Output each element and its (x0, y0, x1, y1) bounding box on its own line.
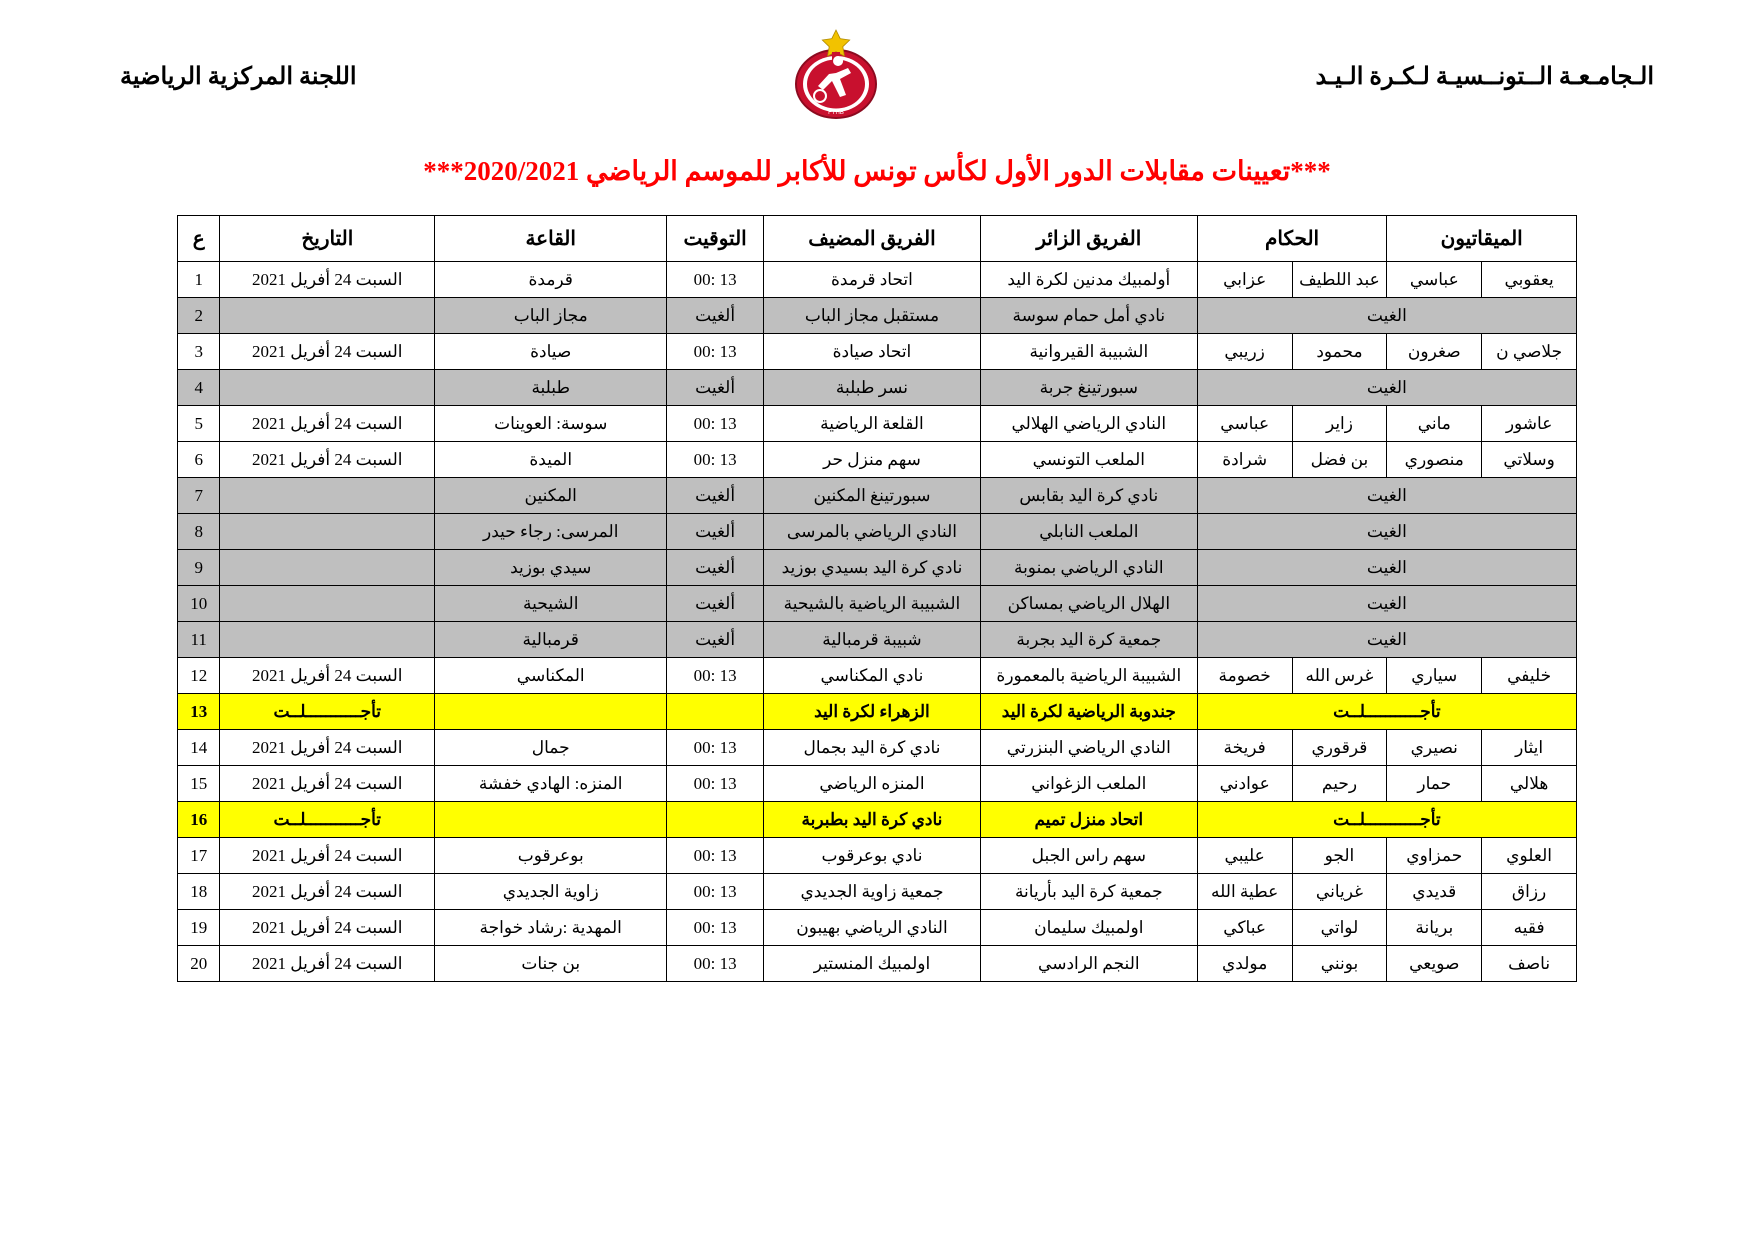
cell-hall: طبلبة (435, 370, 667, 406)
cell-host-team: نسر طبلبة (764, 370, 981, 406)
cell-hall: زاوية الجديدي (435, 874, 667, 910)
cell-host-team: اتحاد قرمدة (764, 262, 981, 298)
table-row (178, 874, 1577, 910)
cell-date (220, 478, 435, 514)
table-row (178, 910, 1577, 946)
cell-referee-2: غرس الله (1292, 658, 1387, 694)
cell-number: 2 (178, 298, 220, 334)
cell-host-team: اولمبيك المنستير (764, 946, 981, 982)
cell-date: السبت 24 أفريل 2021 (220, 730, 435, 766)
cell-referee-2: بن فضل (1292, 442, 1387, 478)
cell-timer-2: جلاصي ن (1482, 334, 1577, 370)
cell-referee-1: شرادة (1197, 442, 1292, 478)
schedule-table (177, 215, 1577, 982)
column-header-hall: القاعة (435, 216, 667, 262)
cell-timer-2: ايثار (1482, 730, 1577, 766)
cell-officials-status: الغيت (1197, 298, 1576, 334)
cell-host-team: نادي بوعرقوب (764, 838, 981, 874)
cell-guest-team: الملعب النابلي (980, 514, 1197, 550)
cell-referee-1: عليبي (1197, 838, 1292, 874)
cell-hall: الميدة (435, 442, 667, 478)
cell-time: 13 :00 (667, 874, 764, 910)
cell-time: 13 :00 (667, 658, 764, 694)
cell-officials-status: الغيت (1197, 478, 1576, 514)
cell-timer-2: هلالي (1482, 766, 1577, 802)
cell-referee-2: قرقوري (1292, 730, 1387, 766)
cell-timer-1: حمار (1387, 766, 1482, 802)
cell-officials-status: تأجـــــــــــلــت (1197, 802, 1576, 838)
cell-number: 1 (178, 262, 220, 298)
cell-timer-1: صغرون (1387, 334, 1482, 370)
cell-timer-2: خليفي (1482, 658, 1577, 694)
cell-time: 13 :00 (667, 766, 764, 802)
table-row (178, 550, 1577, 586)
cell-guest-team: جمعية كرة اليد بأريانة (980, 874, 1197, 910)
cell-referee-2: زاير (1292, 406, 1387, 442)
cell-time: ألغيت (667, 550, 764, 586)
cell-referee-1: عزابي (1197, 262, 1292, 298)
cell-number: 13 (178, 694, 220, 730)
cell-officials-status: الغيت (1197, 586, 1576, 622)
cell-referee-1: عباسي (1197, 406, 1292, 442)
cell-host-team: نادي كرة اليد بسيدي بوزيد (764, 550, 981, 586)
cell-date: السبت 24 أفريل 2021 (220, 838, 435, 874)
cell-hall: المهدية :رشاد خواجة (435, 910, 667, 946)
cell-date (220, 298, 435, 334)
cell-guest-team: جندوبة الرياضية لكرة اليد (980, 694, 1197, 730)
cell-time: 13 :00 (667, 334, 764, 370)
svg-text:FTHB: FTHB (828, 110, 844, 116)
cell-time: 13 :00 (667, 946, 764, 982)
column-header-referees: الحكام (1197, 216, 1387, 262)
committee-name: اللجنة المركزية الرياضية (120, 63, 357, 90)
cell-date (220, 550, 435, 586)
cell-timer-2: رزاق (1482, 874, 1577, 910)
cell-referee-2: الجو (1292, 838, 1387, 874)
cell-number: 20 (178, 946, 220, 982)
table-row (178, 442, 1577, 478)
cell-timer-1: ماني (1387, 406, 1482, 442)
cell-time: 13 :00 (667, 910, 764, 946)
cell-hall: سوسة: العوينات (435, 406, 667, 442)
cell-host-team: سهم منزل حر (764, 442, 981, 478)
cell-hall: جمال (435, 730, 667, 766)
cell-timer-2: عاشور (1482, 406, 1577, 442)
cell-number: 12 (178, 658, 220, 694)
cell-hall: المرسى: رجاء حيدر (435, 514, 667, 550)
cell-date: السبت 24 أفريل 2021 (220, 334, 435, 370)
cell-host-team: نادي كرة اليد بجمال (764, 730, 981, 766)
table-row (178, 406, 1577, 442)
cell-number: 18 (178, 874, 220, 910)
table-row (178, 838, 1577, 874)
cell-number: 6 (178, 442, 220, 478)
column-header-number: ع (178, 216, 220, 262)
cell-referee-1: مولدي (1197, 946, 1292, 982)
table-row (178, 370, 1577, 406)
cell-referee-1: زريبي (1197, 334, 1292, 370)
cell-number: 10 (178, 586, 220, 622)
table-row (178, 586, 1577, 622)
cell-number: 7 (178, 478, 220, 514)
cell-host-team: نادي المكناسي (764, 658, 981, 694)
cell-host-team: الزهراء لكرة اليد (764, 694, 981, 730)
cell-number: 15 (178, 766, 220, 802)
column-header-date: التاريخ (220, 216, 435, 262)
cell-timer-1: نصيري (1387, 730, 1482, 766)
cell-timer-1: سياري (1387, 658, 1482, 694)
cell-hall (435, 694, 667, 730)
cell-guest-team: اولمبيك سليمان (980, 910, 1197, 946)
cell-timer-2: فقيه (1482, 910, 1577, 946)
cell-hall: بوعرقوب (435, 838, 667, 874)
cell-date: السبت 24 أفريل 2021 (220, 766, 435, 802)
cell-officials-status: الغيت (1197, 514, 1576, 550)
cell-host-team: نادي كرة اليد بطبربة (764, 802, 981, 838)
cell-guest-team: الملعب التونسي (980, 442, 1197, 478)
cell-referee-2: بونني (1292, 946, 1387, 982)
cell-time: 13 :00 (667, 442, 764, 478)
table-row (178, 766, 1577, 802)
cell-referee-2: لواتي (1292, 910, 1387, 946)
cell-time: ألغيت (667, 370, 764, 406)
cell-date-status: تأجـــــــــــلــت (220, 802, 435, 838)
cell-date (220, 586, 435, 622)
cell-date (220, 370, 435, 406)
table-row (178, 802, 1577, 838)
cell-hall: صيادة (435, 334, 667, 370)
cell-timer-2: يعقوبي (1482, 262, 1577, 298)
cell-host-team: النادي الرياضي بالمرسى (764, 514, 981, 550)
cell-guest-team: جمعية كرة اليد بجربة (980, 622, 1197, 658)
cell-time: 13 :00 (667, 262, 764, 298)
cell-host-team: شبيبة قرمبالية (764, 622, 981, 658)
table-row (178, 730, 1577, 766)
cell-officials-status: الغيت (1197, 550, 1576, 586)
cell-officials-status: الغيت (1197, 370, 1576, 406)
table-row (178, 514, 1577, 550)
cell-hall: الشيحية (435, 586, 667, 622)
cell-date-status: تأجـــــــــــلــت (220, 694, 435, 730)
cell-referee-2: عبد اللطيف (1292, 262, 1387, 298)
column-header-timers: الميقاتيون (1387, 216, 1577, 262)
column-header-host-team: الفريق المضيف (764, 216, 981, 262)
cell-date: السبت 24 أفريل 2021 (220, 946, 435, 982)
table-row (178, 478, 1577, 514)
table-row (178, 298, 1577, 334)
cell-time (667, 802, 764, 838)
cell-host-team: اتحاد صيادة (764, 334, 981, 370)
cell-timer-2: ناصف (1482, 946, 1577, 982)
cell-hall: المكناسي (435, 658, 667, 694)
column-header-guest-team: الفريق الزائر (980, 216, 1197, 262)
document-header (0, 0, 1754, 130)
cell-time (667, 694, 764, 730)
table-row (178, 262, 1577, 298)
table-row (178, 334, 1577, 370)
cell-referee-1: عباكي (1197, 910, 1292, 946)
cell-date (220, 514, 435, 550)
tunisian-handball-federation-logo (786, 26, 886, 126)
column-header-time: التوقيت (667, 216, 764, 262)
cell-guest-team: الملعب الزغواني (980, 766, 1197, 802)
cell-guest-team: نادي أمل حمام سوسة (980, 298, 1197, 334)
cell-guest-team: النجم الرادسي (980, 946, 1197, 982)
cell-timer-2: العلوي (1482, 838, 1577, 874)
cell-hall: بن جنات (435, 946, 667, 982)
cell-number: 14 (178, 730, 220, 766)
cell-hall: قرمدة (435, 262, 667, 298)
cell-referee-1: خصومة (1197, 658, 1292, 694)
table-header-row (178, 216, 1577, 262)
cell-referee-1: فريخة (1197, 730, 1292, 766)
cell-time: ألغيت (667, 514, 764, 550)
cell-time: ألغيت (667, 586, 764, 622)
cell-host-team: جمعية زاوية الجديدي (764, 874, 981, 910)
cell-number: 17 (178, 838, 220, 874)
cell-time: 13 :00 (667, 730, 764, 766)
cell-guest-team: سبورتينغ جربة (980, 370, 1197, 406)
table-row (178, 622, 1577, 658)
table-row (178, 694, 1577, 730)
cell-officials-status: تأجـــــــــــلــت (1197, 694, 1576, 730)
cell-guest-team: الهلال الرياضي بمساكن (980, 586, 1197, 622)
schedule-table-container (177, 215, 1577, 982)
cell-date: السبت 24 أفريل 2021 (220, 658, 435, 694)
cell-hall: قرمبالية (435, 622, 667, 658)
cell-guest-team: نادي كرة اليد بقابس (980, 478, 1197, 514)
cell-timer-1: حمزاوي (1387, 838, 1482, 874)
cell-number: 4 (178, 370, 220, 406)
cell-host-team: القلعة الرياضية (764, 406, 981, 442)
cell-number: 16 (178, 802, 220, 838)
cell-date: السبت 24 أفريل 2021 (220, 406, 435, 442)
cell-host-team: المنزه الرياضي (764, 766, 981, 802)
cell-timer-2: وسلاتي (1482, 442, 1577, 478)
cell-referee-1: عوادني (1197, 766, 1292, 802)
cell-referee-2: غرياني (1292, 874, 1387, 910)
cell-hall: المكنين (435, 478, 667, 514)
cell-time: ألغيت (667, 298, 764, 334)
cell-time: 13 :00 (667, 838, 764, 874)
cell-timer-1: صويعي (1387, 946, 1482, 982)
table-row (178, 658, 1577, 694)
cell-host-team: الشبيبة الرياضية بالشيحية (764, 586, 981, 622)
cell-time: 13 :00 (667, 406, 764, 442)
cell-timer-1: منصوري (1387, 442, 1482, 478)
cell-timer-1: عباسي (1387, 262, 1482, 298)
cell-hall: المنزه: الهادي خفشة (435, 766, 667, 802)
cell-hall: مجاز الباب (435, 298, 667, 334)
cell-date: السبت 24 أفريل 2021 (220, 262, 435, 298)
cell-host-team: سبورتينغ المكنين (764, 478, 981, 514)
cell-number: 8 (178, 514, 220, 550)
schedule-table-body (178, 262, 1577, 982)
cell-host-team: النادي الرياضي بهيبون (764, 910, 981, 946)
cell-date: السبت 24 أفريل 2021 (220, 442, 435, 478)
cell-timer-1: بريانة (1387, 910, 1482, 946)
federation-name: الـجامـعـة الــتونــسيـة لـكـرة الـيـد (1315, 63, 1654, 90)
cell-guest-team: اتحاد منزل تميم (980, 802, 1197, 838)
cell-officials-status: الغيت (1197, 622, 1576, 658)
cell-guest-team: النادي الرياضي بمنوبة (980, 550, 1197, 586)
cell-number: 9 (178, 550, 220, 586)
cell-number: 5 (178, 406, 220, 442)
cell-guest-team: النادي الرياضي الهلالي (980, 406, 1197, 442)
cell-guest-team: أولمبيك مدنين لكرة اليد (980, 262, 1197, 298)
cell-referee-1: عطية الله (1197, 874, 1292, 910)
cell-hall (435, 802, 667, 838)
cell-hall: سيدي بوزيد (435, 550, 667, 586)
cell-referee-2: رحيم (1292, 766, 1387, 802)
cell-guest-team: الشبيبة الرياضية بالمعمورة (980, 658, 1197, 694)
cell-number: 11 (178, 622, 220, 658)
cell-time: ألغيت (667, 478, 764, 514)
cell-guest-team: النادي الرياضي البنزرتي (980, 730, 1197, 766)
cell-guest-team: الشبيبة القيروانية (980, 334, 1197, 370)
cell-guest-team: سهم راس الجبل (980, 838, 1197, 874)
cell-host-team: مستقبل مجاز الباب (764, 298, 981, 334)
cell-date: السبت 24 أفريل 2021 (220, 910, 435, 946)
cell-date (220, 622, 435, 658)
cell-referee-2: محمود (1292, 334, 1387, 370)
cell-time: ألغيت (667, 622, 764, 658)
cell-number: 19 (178, 910, 220, 946)
cell-date: السبت 24 أفريل 2021 (220, 874, 435, 910)
cell-number: 3 (178, 334, 220, 370)
cell-timer-1: قديدي (1387, 874, 1482, 910)
page-title: ***تعيينات مقابلات الدور الأول لكأس تونس للأكابر للموسم الرياضي 2020/2021*** (423, 156, 1331, 186)
table-row (178, 946, 1577, 982)
